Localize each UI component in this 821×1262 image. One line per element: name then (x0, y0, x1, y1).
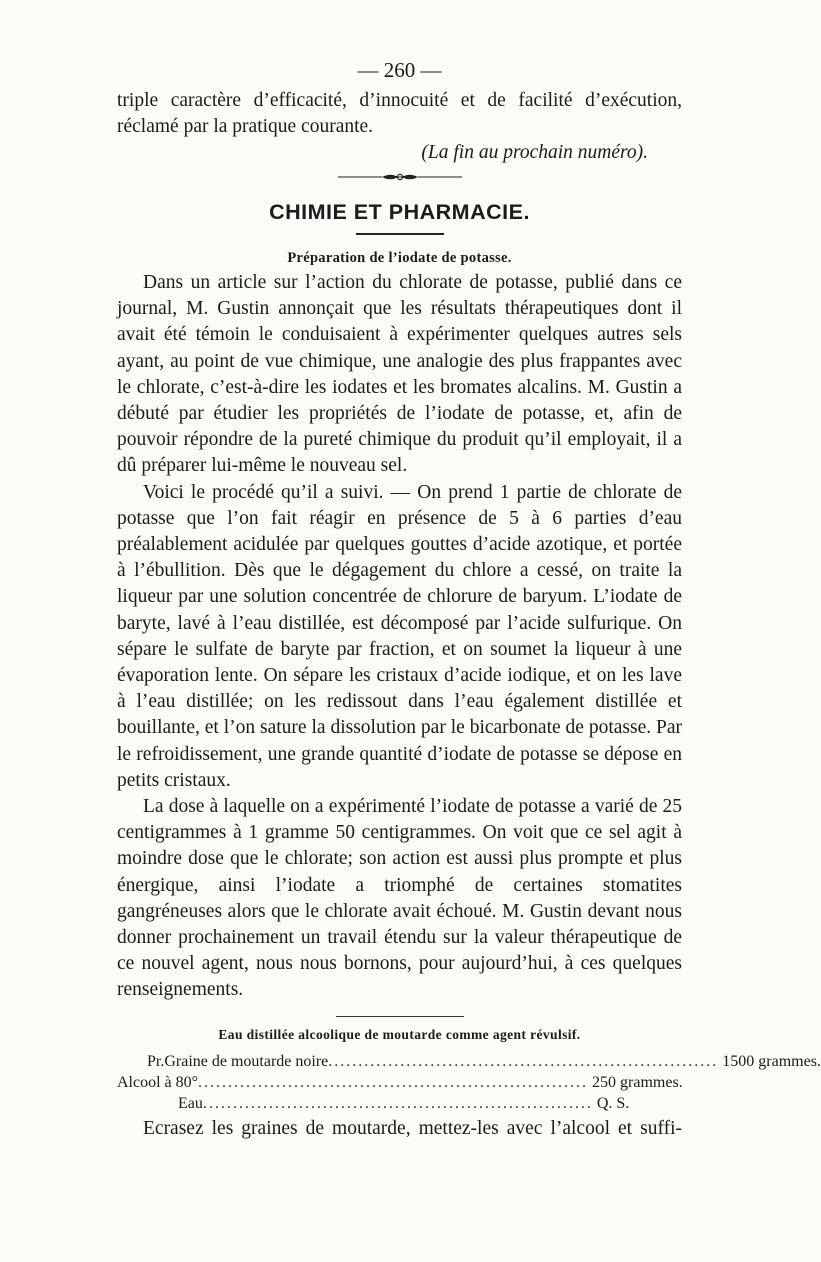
section-rule (356, 233, 444, 235)
ornament-divider-icon (330, 170, 470, 184)
recipe-prefix: Pr. (147, 1053, 165, 1071)
page-number: — 260 — (357, 58, 442, 82)
carryover-line-2: réclamé par la pratique courante. (117, 116, 374, 138)
to-be-continued: (La fin au prochain numéro). (421, 142, 648, 164)
article-last-line: Ecrasez les graines de moutarde, mettez-les avec l’alcool et suffi- (143, 1118, 682, 1140)
carryover-line-1: triple caractère d’efficacité, d’innocuité et de facilité d’exécution, (117, 90, 682, 111)
section-title: CHIMIE ET PHARMACIE. (269, 200, 530, 225)
recipe-leader-dots: ................................................................. (328, 1053, 719, 1071)
recipe-line (117, 1051, 821, 1072)
recipe-line (117, 1093, 682, 1114)
recipe (117, 1051, 821, 1114)
article-paragraph-1: Dans un article sur l’action du chlorate de potasse, publié dans ce journal, M. Gustin annonçait que les résultats thérapeutiques dont il avait été témoin le conduisaient à expérimenter quelques autres sels ayant, au point de vue chimique, une analogie des plus frappantes avec le chlorate, c’est-à-dire les iodates et les bromates alcalins. M. Gustin a débuté par étudier les propriétés de l’iodate de potasse, et, afin de pouvoir répondre de la pureté chimique du produit qu’il employait, il a dû préparer lui-même le nouveau sel. (117, 271, 682, 477)
page (117, 58, 821, 1142)
article-rule (336, 1016, 464, 1018)
recipe-ingredient: Graine de moutarde noire (164, 1053, 329, 1071)
recipe-leader-dots: ................................................................. (198, 1074, 589, 1092)
recipe-quantity: 1500 grammes. (722, 1053, 821, 1071)
recipe-quantity: 250 grammes. (592, 1074, 683, 1092)
recipe-quantity: Q. S. (596, 1095, 630, 1113)
recipe-leader-dots: ................................................................. (202, 1095, 593, 1113)
article-title-2: Eau distillée alcoolique de moutarde comme agent révulsif. (218, 1027, 581, 1043)
recipe-ingredient: Eau (178, 1095, 203, 1113)
recipe-ingredient: Alcool à 80° (117, 1074, 199, 1092)
ornament-divider (117, 170, 682, 196)
article-paragraph-2: Voici le procédé qu’il a suivi. — On prend 1 partie de chlorate de potasse que l’on fait réagir en présence de 5 à 6 parties d’eau préalablement acidulée par quelques gouttes d’acide azotique, et portée à l’ébullition. Dès que le dégagement du chlore a cessé, on traite la liqueur par une solution concentrée de chlorure de baryum. L’iodate de baryte, lavé à l’eau distillée, est décomposé par l’acide sulfurique. On sépare le sulfate de baryte par fraction, et on soumet la liqueur à une évaporation lente. On sépare les cristaux d’acide iodique, et on les lave à l’eau distillée; on les redissout dans l’eau également distillée et bouillante, et l’on sature la dissolution par le bicarbonate de potasse. Par le refroidissement, une grande quantité d’iodate de potasse se dépose en petits cristaux. (117, 481, 682, 791)
article-paragraph-3: La dose à laquelle on a expérimenté l’iodate de potasse a varié de 25 centigrammes à 1 gramme 50 centigrammes. On voit que ce sel agit à moindre dose que le chlorate; son action est aussi plus prompte et plus énergique, ainsi l’iodate a triomphé de certaines stomatites gangréneuses alors que le chlorate avait échoué. M. Gustin devant nous donner prochainement un travail étendu sur la valeur thérapeutique de ce nouvel agent, nous nous bornons, pour aujourd’hui, à ces quelques renseignements. (117, 795, 682, 1001)
article-title: Préparation de l’iodate de potasse. (287, 249, 512, 266)
recipe-line (117, 1072, 682, 1093)
